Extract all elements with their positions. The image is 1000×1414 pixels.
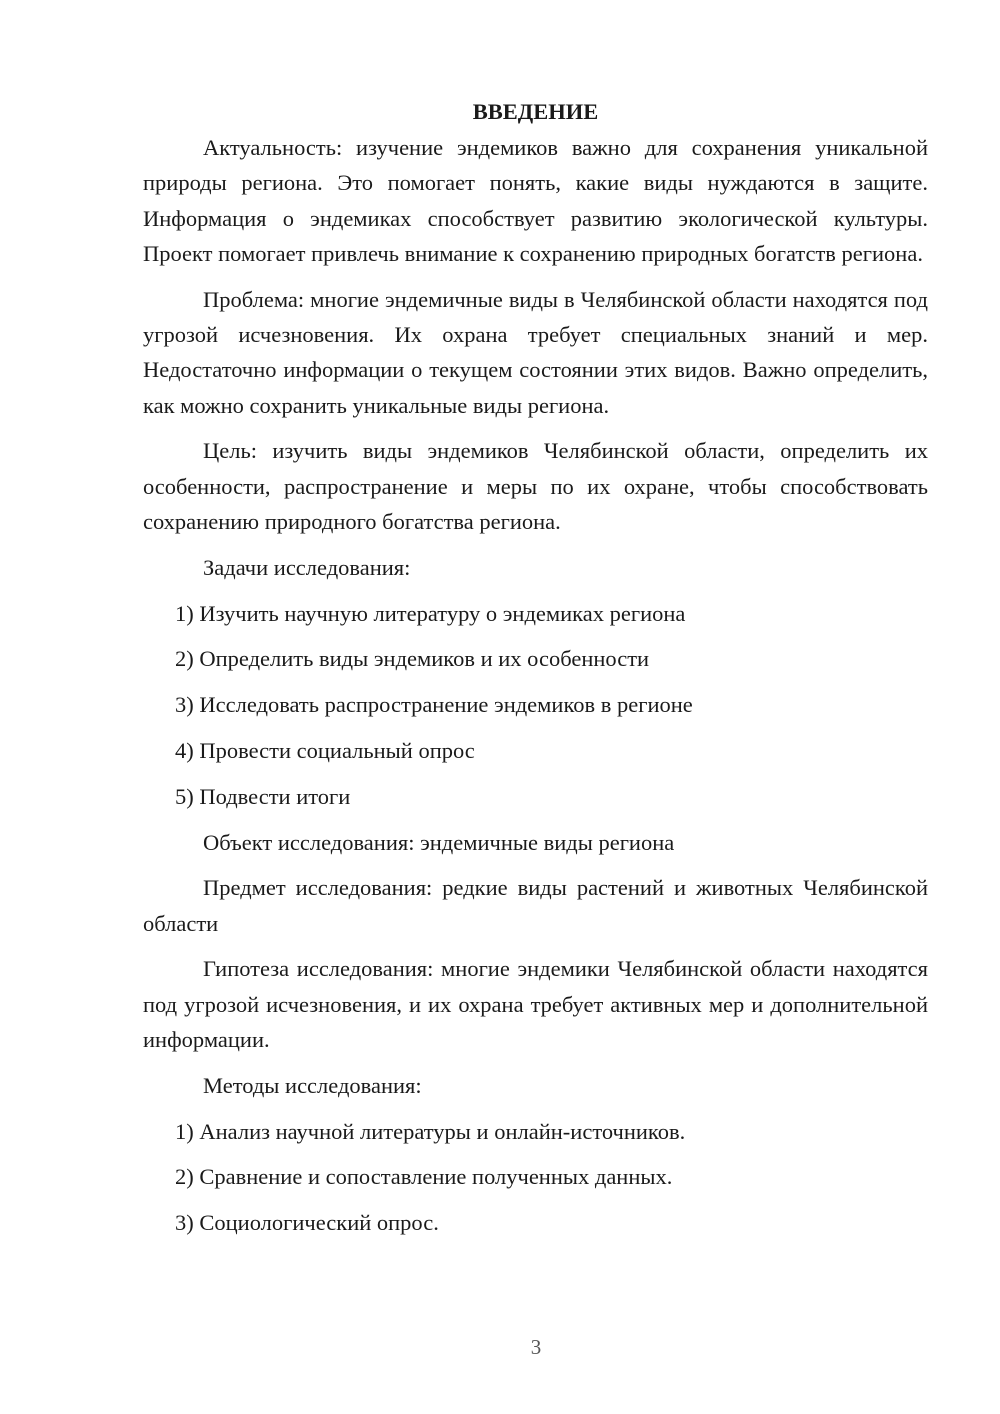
hypothesis-paragraph: Гипотеза исследования: многие эндемики Челябинской области находятся под угрозой исчезновения, и их охрана требует активных мер и дополнительной информации.	[143, 956, 928, 1053]
goal-paragraph: Цель: изучить виды эндемиков Челябинской области, определить их особенности, распространение и меры по их охране, чтобы способствовать сохранению природного богатства региона.	[143, 438, 928, 534]
task-item: 3) Исследовать распространение эндемиков в регионе	[175, 692, 693, 718]
page-number: 3	[530, 1335, 542, 1359]
problem-paragraph: Проблема: многие эндемичные виды в Челябинской области находятся под угрозой исчезновения. Их охрана требует специальных знаний и мер. Недостаточно информации о текущем состоянии этих видов. Важно определить, как можно сохранить уникальные виды региона.	[143, 286, 928, 418]
task-item: 2) Определить виды эндемиков и их особенности	[175, 646, 650, 672]
subject-paragraph: Предмет исследования: редкие виды растений и животных Челябинской области	[143, 875, 928, 936]
method-item: 1) Анализ научной литературы и онлайн-источников.	[175, 1118, 686, 1144]
task-item: 5) Подвести итоги	[175, 783, 351, 809]
object-paragraph: Объект исследования: эндемичные виды региона	[203, 829, 675, 855]
method-item: 3) Социологический опрос.	[175, 1210, 439, 1236]
method-item: 2) Сравнение и сопоставление полученных данных.	[175, 1164, 673, 1190]
task-item: 1) Изучить научную литературу о эндемиках региона	[175, 600, 686, 626]
page-content	[143, 94, 928, 1251]
relevance-paragraph: Актуальность: изучение эндемиков важно для сохранения уникальной природы региона. Это помогает понять, какие виды нуждаются в защите. Информация о эндемиках способствует развитию экологической культуры. Проект помогает привлечь внимание к сохранению природных богатств региона.	[143, 135, 928, 266]
section-title: ВВЕДЕНИЕ	[472, 99, 599, 124]
tasks-heading: Задачи исследования:	[203, 554, 411, 580]
methods-heading: Методы исследования:	[203, 1072, 422, 1098]
task-item: 4) Провести социальный опрос	[175, 737, 475, 763]
